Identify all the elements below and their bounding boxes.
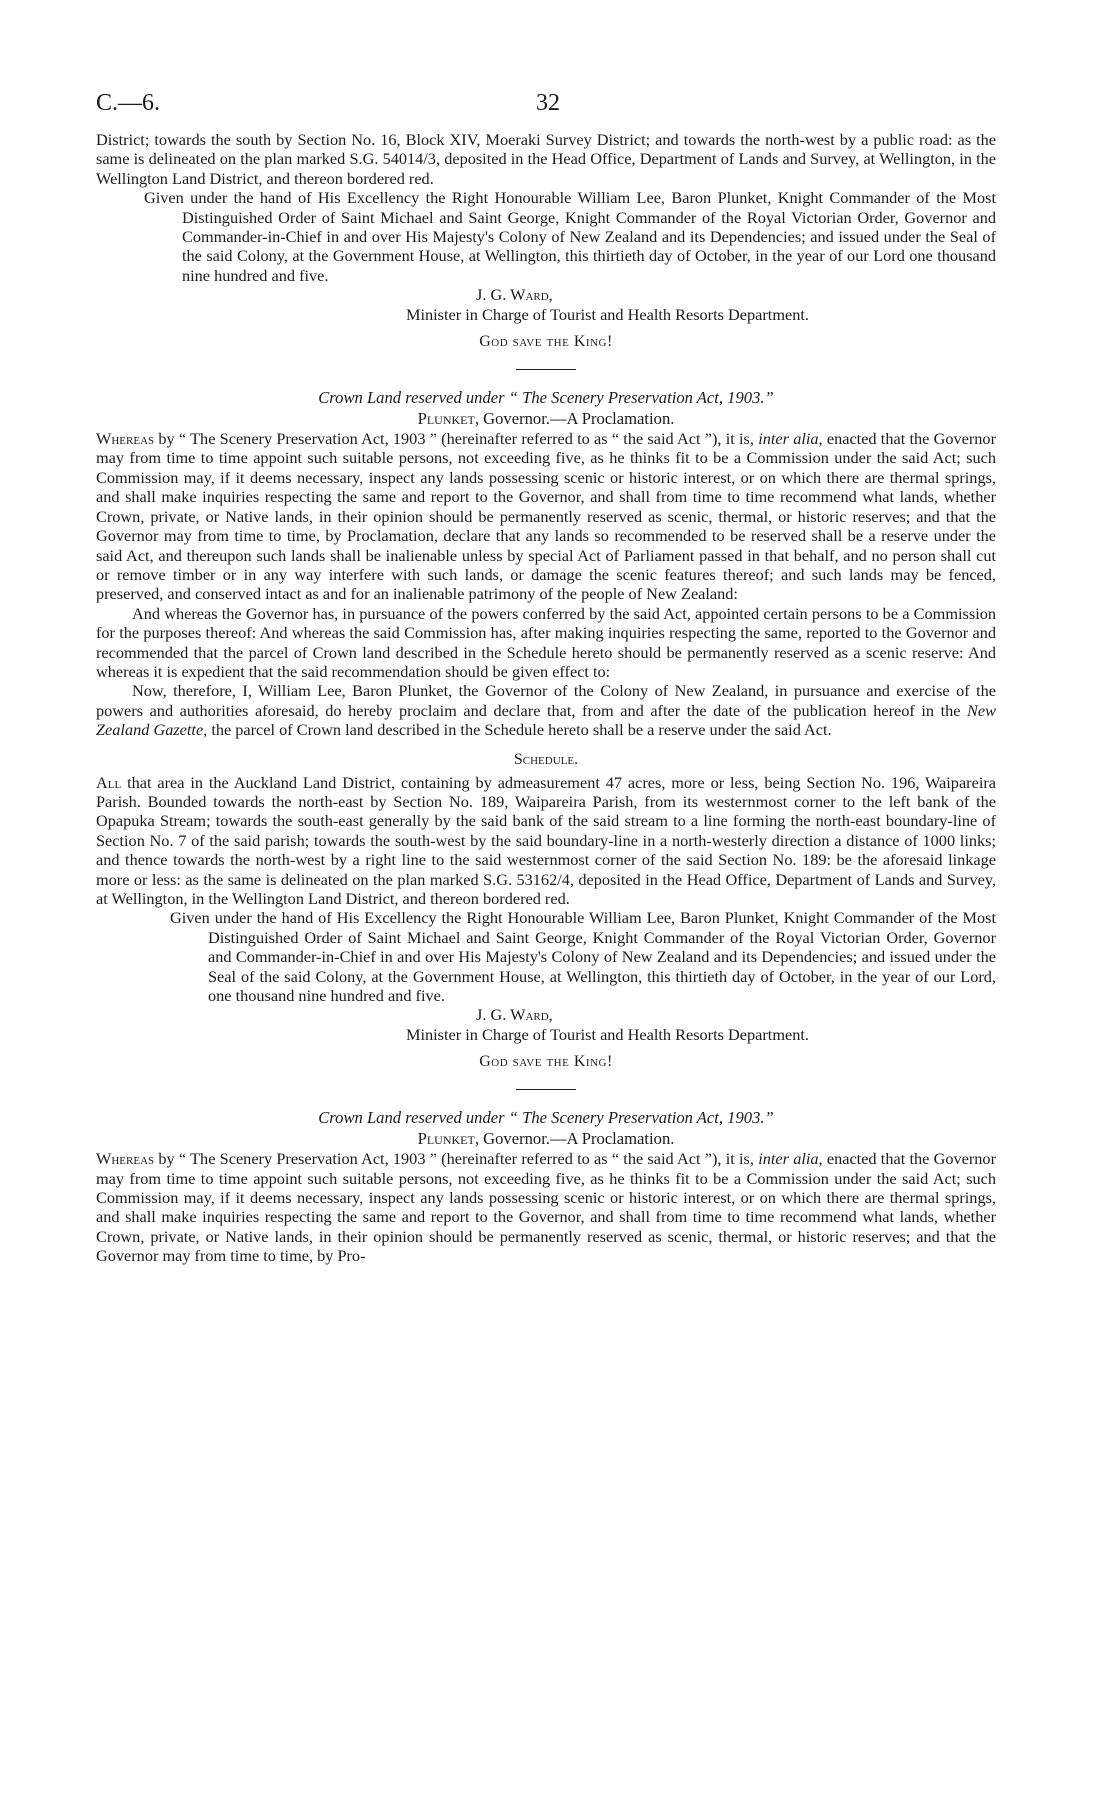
schedule-text: that area in the Auckland Land District, containing by admeasurement 47 acres, more or less, being Section No. 196, Waipareira Parish. Bounded towards the north-east by Section No. 189, Waipareira Parish, from its westernmost corner to the left bank of the Opapuka Stream; towards the south-east generally by the said bank of the said stream to a line forming the north-east boundary-line of Section No. 7 of the said parish; towards the south-west by the said boundary-line in a north-westerly direction a distance of 1000 links; and thence towards the north-west by a right line to the said westernmost corner of the said Section No. 189: be the aforesaid linkage more or less: as the same is delineated on the plan marked S.G. 53162/4, deposited in the Head Office, Department of Lands and Survey, at Wellington, in the Wellington Land District, and thereon bordered red. — [96, 772, 996, 908]
schedule-all: All — [96, 772, 122, 792]
page-header — [96, 90, 996, 130]
given-under-hand: Given under the hand of His Excellency the Right Honourable William Lee, Baron Plunket, Knight Commander of the Most Distinguished Order of Saint Michael and Saint George, Knight Commander of the Royal Victorian Order, Governor and Commander-in-Chief in and over His Majesty's Colony of New Zealand and its Dependencies; and issued under the Seal of the said Colony, at the Government House, at Wellington, this thirtieth day of October, in the year of our Lord, one thousand nine hundred and five. — [170, 908, 996, 1006]
signer-name: J. G. Ward, — [476, 1005, 553, 1025]
signer-name: J. G. Ward, — [476, 285, 553, 305]
page-number: 32 — [536, 90, 560, 116]
document-page — [96, 90, 996, 1266]
schedule-continuation: District; towards the south by Section No. 16, Block XIV, Moeraki Survey District; and towards the north-west by a public road: as the same is delineated on the plan marked S.G. 54014/3, deposited in the Head Office, Department of Lands and Survey, at Wellington, in the Wellington Land District, and thereon bordered red. — [96, 130, 996, 188]
subtitle-rest: Governor.—A Proclamation. — [478, 1129, 675, 1149]
whereas-text-b: , enacted that the Governor may from time to time appoint such suitable persons, not exceeding five, as he thinks fit to be a Commission under the said Act; such Commission may, if it deems necessary, inspect any lands possessing scenic or historic interest, or on which there are thermal springs, and shall make inquiries respecting the same and report to the Governor, and shall from time to time recommend what lands, whether Crown, private, or Native lands, in their opinion should be permanently reserved as scenic, thermal, or historic reserves; and that the Governor may from time to time, by Pro- — [96, 1149, 996, 1266]
parliamentary-series: C.—6. — [96, 90, 161, 116]
god-save-the-king: God save the King! — [479, 1053, 613, 1071]
and-whereas-paragraph: And whereas the Governor has, in pursuance of the powers conferred by the said Act, appointed certain persons to be a Commission for the purposes thereof: And whereas the said Commission has, after making inquiries respecting the same, reported to the Governor and recommended that the parcel of Crown land described in the Schedule hereto should be permanently reserved as a scenic reserve: And whereas it is expedient that the said recommendation should be given effect to: — [96, 603, 996, 681]
governor-name: Plunket, — [417, 409, 479, 429]
proclamation-continued — [96, 130, 996, 351]
proclamation-next — [96, 1108, 996, 1265]
whereas-word: Whereas — [96, 1149, 155, 1169]
whereas-word: Whereas — [96, 429, 155, 449]
gazette-name: New Zealand Gazette — [96, 700, 996, 740]
proclamation-waipareira — [96, 388, 996, 1071]
now-text-b: , the parcel of Crown land described in the Schedule hereto shall be a reserve under the said Act. — [203, 720, 832, 740]
whereas-text-a: by “ The Scenery Preservation Act, 1903 ” (hereinafter referred to as “ the said Act ”), it is, — [154, 429, 759, 449]
subtitle-rest: Governor.—A Proclamation. — [478, 409, 675, 429]
now-text-a: Now, therefore, I, William Lee, Baron Plunket, the Governor of the Colony of New Zealand, in pursuance and exercise of the powers and authorities aforesaid, do hereby proclaim and declare that, from and after the date of the publication hereof in the — [96, 681, 996, 720]
whereas-text-b: , enacted that the Governor may from time to time appoint such suitable persons, not exceeding five, as he thinks fit to be a Commission under the said Act; such Commission may, if it deems necessary, inspect any lands possessing scenic or historic interest, or on which there are thermal springs, and shall make inquiries respecting the same and report to the Governor, and shall from time to time recommend what lands, whether Crown, private, or Native lands, in their opinion should be permanently reserved as scenic, thermal, or historic reserves; and that the Governor may from time to time, by Proclamation, declare that any lands so recommended to be reserved shall be a reserve under the said Act, and thereupon such lands shall be inalienable unless by special Act of Parliament passed in that behalf, and no person shall cut or remove timber or in any way interfere with such lands, or damage the scenic features thereof; and such lands may be fenced, preserved, and conserved intact as and for an inalienable patrimony of the people of New Zealand: — [96, 429, 996, 604]
proclamation-subtitle — [96, 1128, 996, 1149]
now-therefore-paragraph — [96, 681, 996, 739]
whereas-italic: inter alia — [758, 429, 819, 449]
governor-name: Plunket, — [417, 1129, 479, 1149]
whereas-italic: inter alia — [758, 1149, 819, 1169]
signer-title: Minister in Charge of Tourist and Health Resorts Department. — [406, 304, 809, 324]
schedule-heading: Schedule. — [513, 750, 579, 768]
proclamation-title: Crown Land reserved under “ The Scenery Preservation Act, 1903.” — [318, 1108, 774, 1128]
whereas-paragraph — [96, 429, 996, 604]
section-divider — [516, 1089, 576, 1090]
whereas-paragraph — [96, 1149, 996, 1265]
proclamation-subtitle — [96, 408, 996, 429]
given-under-hand: Given under the hand of His Excellency the Right Honourable William Lee, Baron Plunket, Knight Commander of the Most Distinguished Order of Saint Michael and Saint George, Knight Commander of the Royal Victorian Order, Governor and Commander-in-Chief in and over His Majesty's Colony of New Zealand and its Dependencies; and issued under the Seal of the said Colony, at the Government House, at Wellington, this thirtieth day of October, in the year of our Lord one thousand nine hundred and five. — [144, 188, 996, 285]
whereas-text-a: by “ The Scenery Preservation Act, 1903 ” (hereinafter referred to as “ the said Act ”), it is, — [154, 1149, 759, 1169]
section-divider — [516, 369, 576, 370]
signer-title: Minister in Charge of Tourist and Health Resorts Department. — [406, 1024, 809, 1044]
schedule-paragraph — [96, 773, 996, 909]
proclamation-title: Crown Land reserved under “ The Scenery Preservation Act, 1903.” — [318, 388, 774, 408]
god-save-the-king: God save the King! — [479, 333, 613, 351]
